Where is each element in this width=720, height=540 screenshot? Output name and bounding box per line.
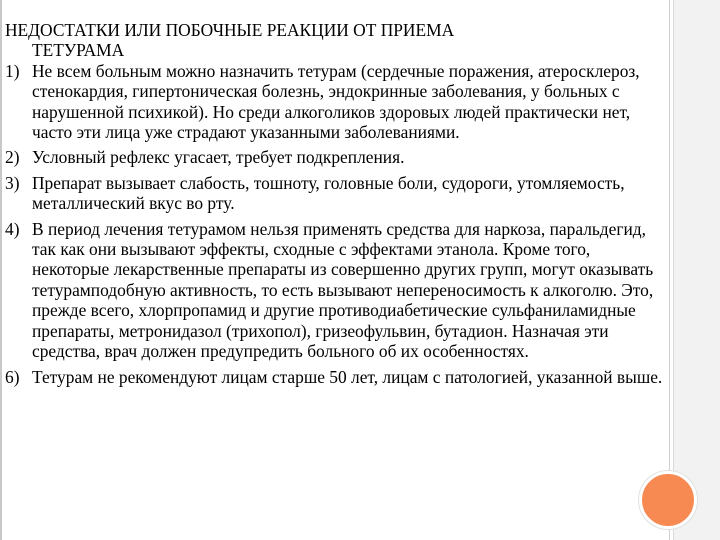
- slide-title-line1: НЕДОСТАТКИ ИЛИ ПОБОЧНЫЕ РЕАКЦИИ ОТ ПРИЕМА: [5, 20, 455, 40]
- list-item-text: Препарат вызывает слабость, тошноту, головные боли, судороги, утомляемость, металлический вкус во рту.: [32, 172, 625, 214]
- list-item-4: [5, 219, 669, 362]
- slide-left-border: [0, 0, 2, 540]
- list-item-text: Не всем больным можно назначить тетурам (сердечные поражения, атеросклероз, стенокардия, гипертоническая болезнь, эндокринные заболевания, у больных с нарушенной психикой). Но среди алкоголиков здоровых людей практически нет, часто эти лица уже страдают указанными заболеваниями.: [32, 60, 640, 143]
- list-item-number: 1): [5, 60, 20, 81]
- slide-title-line2: ТЕТУРАМА: [32, 40, 125, 61]
- side-panel-inner-divider: [673, 0, 674, 540]
- slide-title: [5, 20, 669, 61]
- slide-content: [5, 20, 669, 387]
- side-panel-divider: [669, 0, 670, 540]
- list-item-2: [5, 147, 669, 167]
- list-item-text: Условный рефлекс угасает, требует подкрепления.: [32, 147, 405, 168]
- list-item-number: 6): [5, 366, 20, 387]
- list-item-text: Тетурам не рекомендуют лицам старше 50 лет, лицам с патологией, указанной выше.: [32, 366, 663, 387]
- decorative-circle: [639, 471, 697, 529]
- list-item-text: В период лечения тетурамом нельзя применять средства для наркоза, паральдегид, так как они вызывают эффекты, сходные с эффектами этанола. Кроме того, некоторые лекарственные препараты из совершенно других групп, могут оказывать тетурамподобную активность, то есть вызывают непереносимость к алкоголю. Это, прежде всего, хлорпропамид и другие противодиабетические сульфаниламидные препараты, метронидазол (трихопол), гризеофульвин, бутадион. Назначая эти средства, врач должен предупредить больного об их особенностях.: [32, 218, 654, 362]
- list-item-6: [5, 367, 669, 387]
- side-panel: [673, 0, 720, 540]
- list-item-number: 3): [5, 172, 20, 193]
- list-item-number: 4): [5, 218, 20, 239]
- list-item-3: [5, 173, 669, 214]
- list-item-number: 2): [5, 147, 20, 168]
- list-item-1: [5, 61, 669, 143]
